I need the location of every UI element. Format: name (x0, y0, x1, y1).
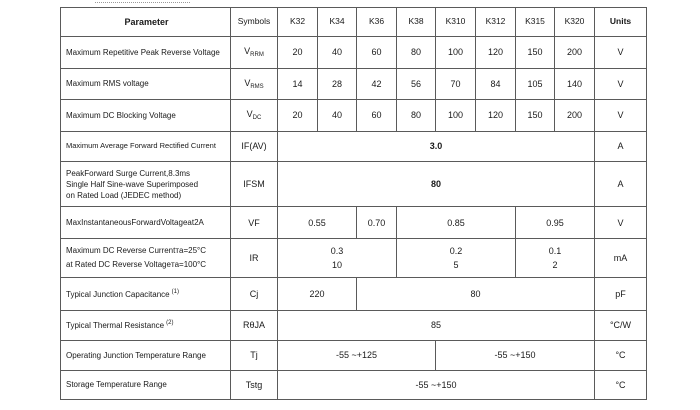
param-vdc: Maximum DC Blocking Voltage (61, 100, 231, 131)
value-cell: 42 (357, 68, 397, 99)
symbol-tstg: Tstg (231, 370, 278, 399)
table-row (61, 341, 647, 370)
header-part: K34 (318, 8, 357, 37)
param-vrrm: Maximum Repetitive Peak Reverse Voltage (61, 37, 231, 68)
param-tj: Operating Junction Temperature Range (61, 341, 231, 370)
param-rtheta: Typical Thermal Resistance $^{(2)}$ (61, 310, 231, 340)
symbol-rtheta: RθJA (231, 310, 278, 340)
header-part: K315 (516, 8, 555, 37)
value-cell: 85 (278, 310, 595, 340)
value-cell: -55 ~+125 (278, 341, 436, 370)
unit-vf: V (595, 207, 647, 238)
table-row (61, 278, 647, 310)
value-cell: 150 (516, 100, 555, 131)
value-cell: 84 (476, 68, 516, 99)
footnote-ref: (2) (166, 320, 174, 327)
unit-ifsm: A (595, 161, 647, 207)
param-ir (61, 238, 231, 278)
unit-vdc: V (595, 100, 647, 131)
symbol-ifav: IF(AV) (231, 131, 278, 161)
table-row (61, 37, 647, 68)
unit-vrrm: V (595, 37, 647, 68)
value-cell: 60 (357, 37, 397, 68)
value-cell: 40 (318, 100, 357, 131)
header-part: K312 (476, 8, 516, 37)
value-cell: 60 (357, 100, 397, 131)
symbol-vdc: $V_{DC}$ (231, 100, 278, 131)
value-cell: 20 (278, 37, 318, 68)
value-cell: 100 (436, 37, 476, 68)
header-symbols: Symbols (231, 8, 278, 37)
value-cell: 80 (397, 37, 436, 68)
unit-ir: mA (595, 238, 647, 278)
value-cell: 220 (278, 278, 357, 310)
table-row (61, 131, 647, 161)
value-cell: 105 (516, 68, 555, 99)
unit-rtheta: °C/W (595, 310, 647, 340)
header-parameter: Parameter (61, 8, 231, 37)
value-cell: 0.3 10 (278, 238, 397, 278)
value-cell: 20 (278, 100, 318, 131)
table-row (61, 161, 647, 207)
param-ifsm (61, 161, 231, 207)
value-cell: -55 ~+150 (278, 370, 595, 399)
symbol-vrms: $V_{RMS}$ (231, 68, 278, 99)
param-vrms: Maximum RMS voltage (61, 68, 231, 99)
table-row (61, 68, 647, 99)
value-cell: 0.2 5 (397, 238, 516, 278)
symbol-vrrm: $V_{RRM}$ (231, 37, 278, 68)
param-line: PeakForward Surge Current,8.3ms (66, 168, 191, 178)
symbol-ifsm: IFSM (231, 161, 278, 207)
value-cell: 70 (436, 68, 476, 99)
value-cell: 120 (476, 37, 516, 68)
value-cell: 0.85 (397, 207, 516, 238)
param-ifav: Maximum Average Forward Rectified Current (61, 131, 231, 161)
symbol-vf: VF (231, 207, 278, 238)
value-cell: 28 (318, 68, 357, 99)
value-cell: 200 (555, 100, 595, 131)
unit-vrms: V (595, 68, 647, 99)
value-cell: 3.0 (278, 131, 595, 161)
header-rule-mark (95, 2, 190, 3)
value-cell: 56 (397, 68, 436, 99)
value-cell: 0.55 (278, 207, 357, 238)
header-part: K38 (397, 8, 436, 37)
header-row (61, 8, 647, 37)
symbol-tj: Tj (231, 341, 278, 370)
unit-tj: °C (595, 341, 647, 370)
param-cj: Typical Junction Capacitance $^{(1)}$ (61, 278, 231, 310)
unit-tstg: °C (595, 370, 647, 399)
header-part: K310 (436, 8, 476, 37)
value-cell: 80 (397, 100, 436, 131)
value-cell: 120 (476, 100, 516, 131)
header-units: Units (595, 8, 647, 37)
symbol-ir: IR (231, 238, 278, 278)
header-part: K36 (357, 8, 397, 37)
table-row (61, 207, 647, 238)
header-part: K320 (555, 8, 595, 37)
value-cell: 0.1 2 (516, 238, 595, 278)
value-cell: 200 (555, 37, 595, 68)
unit-cj: pF (595, 278, 647, 310)
footnote-ref: (1) (171, 288, 179, 295)
param-vf: MaxInstantaneousForwardVoltageat2A (61, 207, 231, 238)
value-cell: 80 (278, 161, 595, 207)
value-cell: 150 (516, 37, 555, 68)
ratings-table (60, 7, 647, 400)
symbol-cj: Cj (231, 278, 278, 310)
param-tstg: Storage Temperature Range (61, 370, 231, 399)
value-cell: 0.95 (516, 207, 595, 238)
param-line: Single Half Sine-wave Superimposed (66, 179, 199, 189)
value-cell: 0.70 (357, 207, 397, 238)
table-row (61, 238, 647, 278)
param-line: at Rated DC Reverse Voltageᴛa=100°C (66, 260, 207, 270)
value-cell: -55 ~+150 (436, 341, 595, 370)
header-part: K32 (278, 8, 318, 37)
value-cell: 140 (555, 68, 595, 99)
value-cell: 14 (278, 68, 318, 99)
value-cell: 80 (357, 278, 595, 310)
table-row (61, 310, 647, 340)
value-cell: 100 (436, 100, 476, 131)
param-line: on Rated Load (JEDEC method) (66, 190, 182, 200)
table-row (61, 370, 647, 399)
value-cell: 40 (318, 37, 357, 68)
table-row (61, 100, 647, 131)
param-line: Maximum DC Reverse Currentᴛa=25°C (66, 246, 207, 256)
unit-ifav: A (595, 131, 647, 161)
